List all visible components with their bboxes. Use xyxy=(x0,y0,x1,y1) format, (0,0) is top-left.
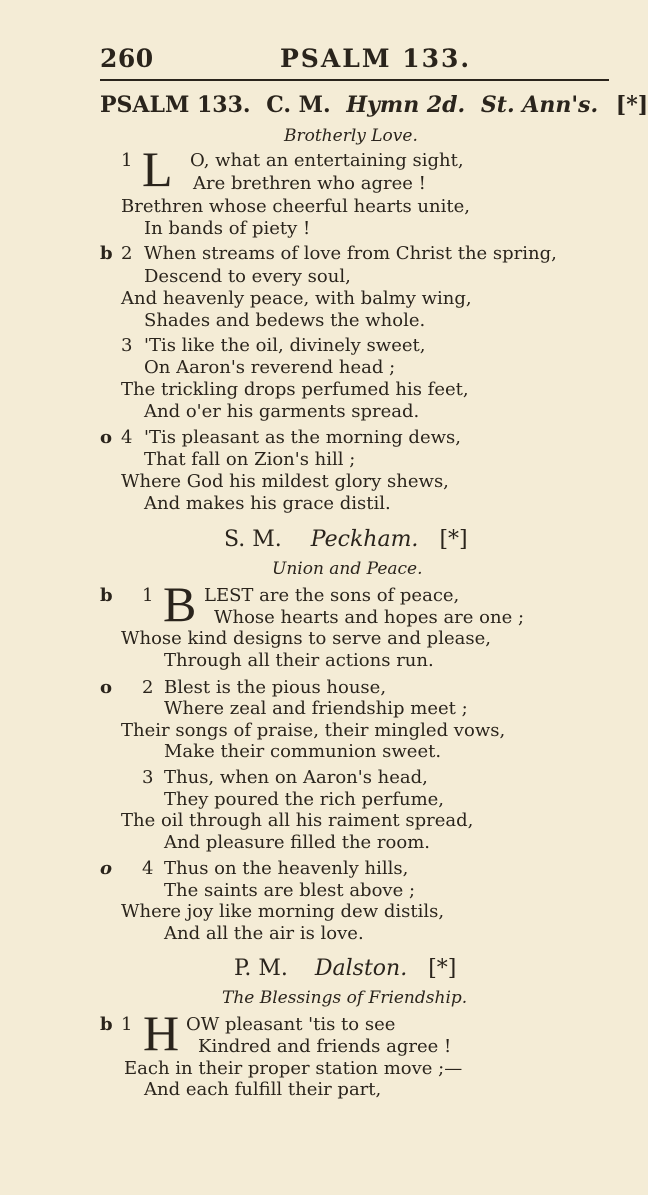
verse-line: Thus on the heavenly hills, xyxy=(164,858,409,879)
verse-line: Make their communion sweet. xyxy=(164,741,442,762)
verse-line: LEST are the sons of peace, xyxy=(204,585,460,606)
dynamic-mark: o xyxy=(100,677,113,698)
verse-line: Their songs of praise, their mingled vows, xyxy=(121,720,506,741)
stanza-number: 1 xyxy=(142,585,154,606)
hymn-number: Hymn 2d. xyxy=(346,92,466,118)
verse-line: And heavenly peace, with balmy wing, xyxy=(121,288,472,309)
section-heading xyxy=(234,956,456,981)
verse-line: Through all their actions run. xyxy=(164,650,434,671)
section-heading xyxy=(224,527,468,552)
stanza-number: 4 xyxy=(121,427,133,448)
drop-cap: B xyxy=(163,576,197,632)
verse-line: Kindred and friends agree ! xyxy=(198,1036,452,1057)
verse-line: Thus, when on Aaron's head, xyxy=(164,767,428,788)
stanza-number: 2 xyxy=(121,243,133,264)
verse-line: In bands of piety ! xyxy=(144,218,311,239)
verse-line: OW pleasant 'tis to see xyxy=(186,1014,396,1035)
tune-name: St. Ann's. xyxy=(480,92,599,118)
section-subtitle: Union and Peace. xyxy=(272,559,423,579)
section-meter: P. M. xyxy=(234,956,288,981)
stanza-number: 1 xyxy=(121,1014,133,1035)
verse-line: When streams of love from Christ the spring, xyxy=(144,243,557,264)
dynamic-mark: b xyxy=(100,1014,113,1035)
running-head: PSALM 133. xyxy=(280,44,472,73)
header-rule xyxy=(100,79,609,81)
verse-line: On Aaron's reverend head ; xyxy=(144,357,396,378)
drop-cap: L xyxy=(142,141,173,197)
verse-line: Shades and bedews the whole. xyxy=(144,310,426,331)
stanza-number: 3 xyxy=(121,335,133,356)
verse-line: The oil through all his raiment spread, xyxy=(121,810,474,831)
verse-line: Where God his mildest glory shews, xyxy=(121,471,449,492)
stanza-number: 1 xyxy=(121,150,133,171)
dynamic-mark: b xyxy=(100,585,113,606)
verse-line: And pleasure filled the room. xyxy=(164,832,430,853)
tune-name: Dalston. xyxy=(314,956,408,981)
asterisk-mark: [*] xyxy=(428,956,457,981)
verse-line: Brethren whose cheerful hearts unite, xyxy=(121,196,470,217)
verse-line: O, what an entertaining sight, xyxy=(190,150,464,171)
verse-line: 'Tis pleasant as the morning dews, xyxy=(144,427,461,448)
section-meter: S. M. xyxy=(224,527,282,552)
verse-line: And o'er his garments spread. xyxy=(144,401,420,422)
verse-line: Descend to every soul, xyxy=(144,266,351,287)
verse-line: And all the air is love. xyxy=(164,923,364,944)
stanza-number: 3 xyxy=(142,767,154,788)
dynamic-mark: o xyxy=(100,427,113,448)
verse-line: Are brethren who agree ! xyxy=(193,173,426,194)
verse-line: Each in their proper station move ;— xyxy=(124,1058,463,1079)
dynamic-mark: b xyxy=(100,243,113,264)
verse-line: 'Tis like the oil, divinely sweet, xyxy=(144,335,426,356)
asterisk-mark: [*] xyxy=(439,527,468,552)
verse-line: They poured the rich perfume, xyxy=(164,789,445,810)
tune-name: Peckham. xyxy=(310,527,419,552)
dynamic-mark: o xyxy=(100,858,113,879)
verse-line: And makes his grace distil. xyxy=(144,493,391,514)
verse-line: Blest is the pious house, xyxy=(164,677,387,698)
verse-line: Whose kind designs to serve and please, xyxy=(121,628,491,649)
verse-line: The saints are blest above ; xyxy=(164,880,416,901)
verse-line: Where zeal and friendship meet ; xyxy=(164,698,468,719)
asterisk-mark: [*] xyxy=(615,92,648,118)
verse-line: And each fulfill their part, xyxy=(144,1079,382,1100)
verse-line: Where joy like morning dew distils, xyxy=(121,901,445,922)
hymn1-subtitle: Brotherly Love. xyxy=(284,126,418,146)
verse-line: That fall on Zion's hill ; xyxy=(144,449,356,470)
stanza-number: 2 xyxy=(142,677,154,698)
verse-line: The trickling drops perfumed his feet, xyxy=(121,379,469,400)
drop-cap: H xyxy=(143,1005,180,1061)
psalm-title: PSALM 133. xyxy=(100,92,251,118)
psalm-heading xyxy=(100,92,648,118)
psalm-meter: C. M. xyxy=(266,92,331,118)
section-subtitle: The Blessings of Friendship. xyxy=(222,988,468,1008)
stanza-number: 4 xyxy=(142,858,154,879)
verse-line: Whose hearts and hopes are one ; xyxy=(214,607,525,628)
page-number: 260 xyxy=(100,44,154,73)
